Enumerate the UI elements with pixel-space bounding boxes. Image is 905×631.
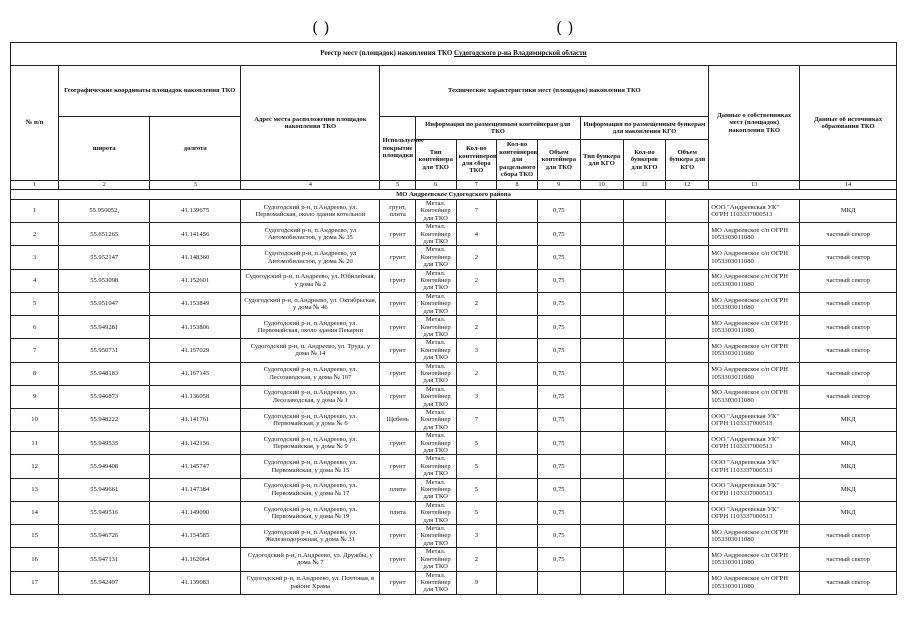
cell-container-count: 7 <box>456 408 497 431</box>
cell-container-volume: 0,75 <box>537 478 580 501</box>
cell-address: Судогодский р-н, п.Андреево, ул. Первомайская, у дома № 9 <box>241 432 380 455</box>
registry-sheet <box>10 42 897 595</box>
cell-lon: 41.145747 <box>150 455 241 478</box>
cell-bunker-count <box>623 432 666 455</box>
cell-container-count: 2 <box>456 548 497 571</box>
cell-source: частный сектор <box>800 385 897 408</box>
cell-lat: 55.951047 <box>59 292 150 315</box>
cell-container-separate <box>497 525 538 548</box>
cell-lon: 41.154585 <box>150 525 241 548</box>
cell-bunker-count <box>623 571 666 594</box>
cell-container-separate <box>497 339 538 362</box>
cell-owner: ООО "Андреевская УК" ОГРН 1103337000513 <box>709 501 800 524</box>
cell-container-separate <box>497 385 538 408</box>
cell-container-separate <box>497 501 538 524</box>
column-number: 2 <box>59 181 150 190</box>
header-tech: Технические характеристики мест (площадок) накопления ТКО <box>380 66 709 117</box>
cell-container-separate <box>497 246 538 269</box>
cell-lon: 41.139083 <box>150 571 241 594</box>
cell-surface: грунт <box>380 432 415 455</box>
cell-container-count: 3 <box>456 385 497 408</box>
cell-container-count: 2 <box>456 316 497 339</box>
header-lon: долгота <box>150 117 241 181</box>
cell-bunker-count <box>623 525 666 548</box>
cell-container-separate <box>497 455 538 478</box>
cell-source: частный сектор <box>800 571 897 594</box>
header-b-count: Кол-во бункеров для КГО <box>623 140 666 181</box>
cell-bunker-count <box>623 246 666 269</box>
cell-owner: МО Андреевское с/п ОГРН 1053303011080 <box>709 223 800 246</box>
cell-source: частный сектор <box>800 292 897 315</box>
cell-source: частный сектор <box>800 246 897 269</box>
cell-container-count: 4 <box>456 223 497 246</box>
cell-container-volume: 0,75 <box>537 269 580 292</box>
cell-container-type: Метал. Контейнер для ТКО <box>415 200 456 223</box>
table-row <box>11 316 897 339</box>
cell-container-volume: 0,75 <box>537 246 580 269</box>
cell-bunker-count <box>623 316 666 339</box>
cell-surface: Щебень <box>380 408 415 431</box>
cell-bunker-count <box>623 362 666 385</box>
cell-container-separate <box>497 200 538 223</box>
column-number: 5 <box>380 181 415 190</box>
cell-bunker-type <box>580 525 623 548</box>
cell-bunker-count <box>623 223 666 246</box>
cell-address: Судогодский р-н, п.Андреево, ул. Первомайская, около здания Пекарни <box>241 316 380 339</box>
cell-source: частный сектор <box>800 339 897 362</box>
table-row <box>11 525 897 548</box>
cell-bunker-type <box>580 269 623 292</box>
cell-container-count: 9 <box>456 571 497 594</box>
table-row <box>11 571 897 594</box>
cell-lon: 41.148360 <box>150 246 241 269</box>
cell-num: 15 <box>11 525 59 548</box>
cell-bunker-count <box>623 269 666 292</box>
cell-container-type: Метал. Контейнер для ТКО <box>415 269 456 292</box>
cell-bunker-type <box>580 571 623 594</box>
cell-num: 5 <box>11 292 59 315</box>
cell-source: МКД <box>800 501 897 524</box>
cell-bunker-count <box>623 200 666 223</box>
cell-container-separate <box>497 432 538 455</box>
column-number: 10 <box>580 181 623 190</box>
cell-owner: МО Андреевское с/п ОГРН 1053303011080 <box>709 339 800 362</box>
cell-address: Судогодский р-н, п.Андреево, ул. Первомайская, у дома № 17 <box>241 478 380 501</box>
cell-container-type: Метал. Контейнер для ТКО <box>415 408 456 431</box>
cell-container-count: 5 <box>456 478 497 501</box>
cell-source: МКД <box>800 432 897 455</box>
cell-num: 1 <box>11 200 59 223</box>
cell-container-volume <box>537 571 580 594</box>
cell-container-type: Метал. Контейнер для ТКО <box>415 455 456 478</box>
cell-lat: 55.946873 <box>59 385 150 408</box>
table-row <box>11 292 897 315</box>
cell-container-separate <box>497 362 538 385</box>
column-number: 3 <box>150 181 241 190</box>
cell-bunker-count <box>623 292 666 315</box>
cell-bunker-count <box>623 548 666 571</box>
cell-source: частный сектор <box>800 223 897 246</box>
cell-surface: грунт <box>380 362 415 385</box>
cell-container-volume: 0,75 <box>537 223 580 246</box>
cell-bunker-volume <box>666 339 709 362</box>
column-number: 11 <box>623 181 666 190</box>
table-row <box>11 501 897 524</box>
cell-bunker-volume <box>666 316 709 339</box>
cell-owner: МО Андреевское с/п ОГРН 1053303011080 <box>709 292 800 315</box>
cell-bunker-volume <box>666 548 709 571</box>
header-geo: Географические координаты площадок накопления ТКО <box>59 66 241 117</box>
cell-surface: грунт <box>380 455 415 478</box>
header-containers: Информация по размещенным контейнерам для ТКО <box>415 117 580 140</box>
cell-container-separate <box>497 316 538 339</box>
cell-num: 8 <box>11 362 59 385</box>
cell-surface: грунт <box>380 223 415 246</box>
cell-lat: 55.949661 <box>59 478 150 501</box>
column-number: 8 <box>497 181 538 190</box>
cell-container-type: Метал. Контейнер для ТКО <box>415 385 456 408</box>
cell-source: МКД <box>800 455 897 478</box>
cell-address: Судогодский р-н, п. Андреево, ул. Труда, у дома № 14 <box>241 339 380 362</box>
cell-bunker-count <box>623 339 666 362</box>
cell-container-count: 3 <box>456 339 497 362</box>
table-row <box>11 200 897 223</box>
cell-container-count: 5 <box>456 432 497 455</box>
cell-address: Судогодский р-н, п.Андреево, ул. Лесозаводская, у дома № 1 <box>241 385 380 408</box>
cell-container-volume: 0,75 <box>537 316 580 339</box>
cell-bunker-type <box>580 548 623 571</box>
table-row <box>11 339 897 362</box>
cell-bunker-count <box>623 455 666 478</box>
cell-bunker-volume <box>666 200 709 223</box>
cell-address: Судогодский р-н, п.Андреево, ул. Железнодорожная, у дома № 31 <box>241 525 380 548</box>
header-b-type: Тип бункера для КГО <box>580 140 623 181</box>
cell-container-volume: 0,75 <box>537 200 580 223</box>
cell-owner: ООО "Андреевская УК" ОГРН 1103337000513 <box>709 432 800 455</box>
cell-container-count: 2 <box>456 362 497 385</box>
cell-source: частный сектор <box>800 316 897 339</box>
column-number: 12 <box>666 181 709 190</box>
cell-bunker-volume <box>666 292 709 315</box>
cell-lon: 41.142156 <box>150 432 241 455</box>
cell-container-count: 2 <box>456 246 497 269</box>
cell-container-separate <box>497 223 538 246</box>
cell-container-separate <box>497 548 538 571</box>
cell-lon: 41.153806 <box>150 316 241 339</box>
cell-container-volume: 0,75 <box>537 385 580 408</box>
cell-bunker-volume <box>666 269 709 292</box>
header-surface: Используемое покрытие площадки <box>380 117 415 181</box>
cell-source: МКД <box>800 478 897 501</box>
table-row <box>11 455 897 478</box>
header-c-count: Кол-во контейнеров для сбора ТКО <box>456 140 497 181</box>
cell-container-type: Метал. Контейнер для ТКО <box>415 339 456 362</box>
cell-bunker-type <box>580 385 623 408</box>
cell-container-count: 3 <box>456 525 497 548</box>
cell-lon: 41.162064 <box>150 548 241 571</box>
table-row <box>11 385 897 408</box>
cell-source: частный сектор <box>800 525 897 548</box>
cell-container-separate <box>497 292 538 315</box>
cell-bunker-volume <box>666 223 709 246</box>
cell-lat: 55.942497 <box>59 571 150 594</box>
cell-lon: 41.157029 <box>150 339 241 362</box>
cell-source: МКД <box>800 408 897 431</box>
cell-lon: 41.136058 <box>150 385 241 408</box>
cell-container-type: Метал. Контейнер для ТКО <box>415 525 456 548</box>
table-row <box>11 223 897 246</box>
cell-bunker-volume <box>666 571 709 594</box>
cell-container-separate <box>497 269 538 292</box>
cell-address: Судогодский р-н, п.Андреево, ул Автомобилистов, у дома № 35 <box>241 223 380 246</box>
cell-address: Судогодский р-н, п.Андреево, ул. Дружбы, у дома № 7 <box>241 548 380 571</box>
cell-lat: 55.950731 <box>59 339 150 362</box>
cell-container-volume: 0,75 <box>537 432 580 455</box>
cell-lat: 55.651265 <box>59 223 150 246</box>
top-mark-right: ( ) <box>556 18 574 37</box>
cell-bunker-type <box>580 501 623 524</box>
cell-num: 7 <box>11 339 59 362</box>
cell-num: 16 <box>11 548 59 571</box>
cell-bunker-count <box>623 478 666 501</box>
cell-bunker-type <box>580 339 623 362</box>
cell-owner: МО Андреевское с/п ОГРН 1053303011080 <box>709 525 800 548</box>
cell-owner: МО Андреевское с/п ОГРН 1053303011080 <box>709 548 800 571</box>
cell-lon: 41.147384 <box>150 478 241 501</box>
cell-bunker-volume <box>666 246 709 269</box>
cell-surface: грунт, плита <box>380 200 415 223</box>
cell-address: Судогодский р-н, п.Андреево, ул. Первомайская, у дома № 19 <box>241 501 380 524</box>
cell-bunker-count <box>623 501 666 524</box>
cell-surface: грунт <box>380 269 415 292</box>
cell-surface: грунт <box>380 292 415 315</box>
cell-address: Судогодский р-н, п.Андреево, ул. Первомайская, у дома № 6 <box>241 408 380 431</box>
cell-address: Судогодский р-н, п.Андреево, ул. Почтовая, в районе Храма <box>241 571 380 594</box>
cell-lat: 55.948183 <box>59 362 150 385</box>
cell-lon: 41.141761 <box>150 408 241 431</box>
column-number: 6 <box>415 181 456 190</box>
cell-lat: 55.949535 <box>59 432 150 455</box>
cell-bunker-volume <box>666 501 709 524</box>
cell-bunker-type <box>580 362 623 385</box>
cell-num: 13 <box>11 478 59 501</box>
cell-bunker-type <box>580 316 623 339</box>
cell-container-count: 7 <box>456 200 497 223</box>
section-title: МО Андреевское Судогодского района <box>11 190 897 200</box>
cell-lat: 55.949281 <box>59 316 150 339</box>
cell-container-type: Метал. Контейнер для ТКО <box>415 501 456 524</box>
cell-lon: 41.141456 <box>150 223 241 246</box>
section-row <box>11 190 897 200</box>
cell-bunker-volume <box>666 432 709 455</box>
cell-surface: грунт <box>380 525 415 548</box>
cell-container-type: Метал. Контейнер для ТКО <box>415 478 456 501</box>
cell-bunker-volume <box>666 455 709 478</box>
cell-container-separate <box>497 571 538 594</box>
cell-surface: грунт <box>380 316 415 339</box>
cell-bunker-count <box>623 385 666 408</box>
cell-bunker-type <box>580 292 623 315</box>
cell-num: 9 <box>11 385 59 408</box>
header-owners: Данные о собственниках мест (площадок) накопления ТКО <box>709 66 800 181</box>
cell-lon: 41.149090 <box>150 501 241 524</box>
table-row <box>11 548 897 571</box>
cell-lat: 55.949408 <box>59 455 150 478</box>
header-row-1 <box>11 66 897 117</box>
cell-container-volume: 0,75 <box>537 455 580 478</box>
cell-address: Судогодский р-н, п.Андреево, ул. Первомайская, у дома № 15 <box>241 455 380 478</box>
cell-container-count: 5 <box>456 501 497 524</box>
cell-lat: 55.953098 <box>59 269 150 292</box>
cell-lat: 55.950052, <box>59 200 150 223</box>
cell-lon: 41.153849 <box>150 292 241 315</box>
cell-bunker-volume <box>666 525 709 548</box>
cell-bunker-count <box>623 408 666 431</box>
column-number: 7 <box>456 181 497 190</box>
table-title-row <box>11 43 897 66</box>
cell-container-separate <box>497 478 538 501</box>
cell-container-volume: 0,75 <box>537 408 580 431</box>
cell-container-type: Метал. Контейнер для ТКО <box>415 548 456 571</box>
table-row <box>11 246 897 269</box>
cell-container-type: Метал. Контейнер для ТКО <box>415 571 456 594</box>
cell-num: 17 <box>11 571 59 594</box>
cell-bunker-type <box>580 432 623 455</box>
cell-container-type: Метал. Контейнер для ТКО <box>415 223 456 246</box>
cell-address: Судогодский р-н, п.Андреево, ул. Первомайская, около здания котельной <box>241 200 380 223</box>
cell-owner: МО Андреевское с/п ОГРН 1053303011080 <box>709 385 800 408</box>
cell-bunker-type <box>580 478 623 501</box>
table-title <box>11 43 897 66</box>
cell-num: 4 <box>11 269 59 292</box>
table-row <box>11 269 897 292</box>
cell-address: Судогодский р-н, п.Андреево, ул. Лесозаводская, у дома № 107 <box>241 362 380 385</box>
cell-lat: 55.948222 <box>59 408 150 431</box>
cell-surface: плита <box>380 478 415 501</box>
header-sources: Данные об источниках образования ТКО <box>800 66 897 181</box>
cell-owner: МО Андреевское с/п ОГРН 1053303011080 <box>709 246 800 269</box>
cell-source: частный сектор <box>800 269 897 292</box>
cell-owner: МО Андреевское с/п ОГРН 1053303011080 <box>709 316 800 339</box>
cell-container-volume: 0,75 <box>537 548 580 571</box>
header-c-vol: Объем контейнера для ТКО <box>537 140 580 181</box>
header-b-vol: Объем бункера для КГО <box>666 140 709 181</box>
cell-container-separate <box>497 408 538 431</box>
cell-num: 12 <box>11 455 59 478</box>
header-address: Адрес места расположения площадок накопления ТКО <box>241 66 380 181</box>
cell-num: 6 <box>11 316 59 339</box>
cell-lon: 41.152601 <box>150 269 241 292</box>
title-prefix: Реестр мест (площадок) накопления ТКО <box>320 49 455 58</box>
cell-container-type: Метал. Контейнер для ТКО <box>415 292 456 315</box>
column-number: 13 <box>709 181 800 190</box>
cell-container-volume: 0,75 <box>537 362 580 385</box>
cell-bunker-volume <box>666 385 709 408</box>
cell-num: 2 <box>11 223 59 246</box>
header-c-type: Тип контейнера для ТКО <box>415 140 456 181</box>
cell-bunker-volume <box>666 362 709 385</box>
cell-address: Судогодский р-н, п.Андреево, ул. Октябрьская, у дома № 46 <box>241 292 380 315</box>
cell-surface: плита <box>380 501 415 524</box>
cell-owner: ООО "Андреевская УК" ОГРН 1103337000513 <box>709 200 800 223</box>
cell-lat: 55.946726 <box>59 525 150 548</box>
header-lat: широта <box>59 117 150 181</box>
cell-container-volume: 0,75 <box>537 501 580 524</box>
title-underlined: Судогодского р-на Владимирской области <box>454 49 587 58</box>
cell-surface: грунт <box>380 571 415 594</box>
cell-bunker-type <box>580 408 623 431</box>
cell-num: 10 <box>11 408 59 431</box>
cell-bunker-volume <box>666 478 709 501</box>
cell-bunker-type <box>580 223 623 246</box>
cell-owner: МО Андреевское с/п ОГРН 1053303011080 <box>709 362 800 385</box>
cell-bunker-type <box>580 455 623 478</box>
cell-source: частный сектор <box>800 548 897 571</box>
cell-owner: ООО "Андреевская УК" ОГРН 1103337000513 <box>709 478 800 501</box>
column-number: 4 <box>241 181 380 190</box>
cell-container-count: 2 <box>456 269 497 292</box>
column-number-row <box>11 181 897 190</box>
cell-address: Судогодский р-н, п.Андреево, ул Автомобилистов, у дома № 20 <box>241 246 380 269</box>
cell-surface: грунт <box>380 339 415 362</box>
column-number: 9 <box>537 181 580 190</box>
cell-lon: 41.139675 <box>150 200 241 223</box>
cell-bunker-type <box>580 200 623 223</box>
table-row <box>11 362 897 385</box>
table-row <box>11 478 897 501</box>
cell-container-volume: 0,75 <box>537 339 580 362</box>
column-number: 1 <box>11 181 59 190</box>
cell-container-type: Метал. Контейнер для ТКО <box>415 316 456 339</box>
cell-num: 14 <box>11 501 59 524</box>
cell-owner: МО Андреевское с/п ОГРН 1053303011080 <box>709 571 800 594</box>
cell-container-type: Метал. Контейнер для ТКО <box>415 432 456 455</box>
column-number: 14 <box>800 181 897 190</box>
cell-container-count: 2 <box>456 292 497 315</box>
cell-container-volume: 0,75 <box>537 525 580 548</box>
table-row <box>11 432 897 455</box>
cell-source: частный сектор <box>800 362 897 385</box>
cell-lat: 55.949516 <box>59 501 150 524</box>
top-mark-left: ( ) <box>312 18 330 37</box>
cell-lat: 55.947131 <box>59 548 150 571</box>
cell-container-volume: 0,75 <box>537 292 580 315</box>
cell-owner: ООО "Андреевская УК" ОГРН 1103337000513 <box>709 408 800 431</box>
table-row <box>11 408 897 431</box>
cell-address: Судогодский р-н, п.Андреево, ул. Юбилейная, у дома № 2 <box>241 269 380 292</box>
cell-num: 11 <box>11 432 59 455</box>
cell-container-type: Метал. Контейнер для ТКО <box>415 246 456 269</box>
registry-table <box>10 42 897 595</box>
cell-num: 3 <box>11 246 59 269</box>
cell-surface: грунт <box>380 246 415 269</box>
header-c-sep: Кол-во контейнеров для раздельного сбора ТКО <box>497 140 538 181</box>
cell-bunker-type <box>580 246 623 269</box>
cell-container-count: 5 <box>456 455 497 478</box>
header-num: № п/п <box>11 66 59 181</box>
cell-owner: ООО "Андреевская УК" ОГРН 1103337000513 <box>709 455 800 478</box>
cell-surface: грунт <box>380 548 415 571</box>
cell-lat: 55.952147 <box>59 246 150 269</box>
cell-container-type: Метал. Контейнер для ТКО <box>415 362 456 385</box>
header-bunkers: Информация по размещенным бункерам для накопления КГО <box>580 117 708 140</box>
cell-surface: грунт <box>380 385 415 408</box>
cell-bunker-volume <box>666 408 709 431</box>
cell-owner: МО Андреевское с/п ОГРН 1053303011080 <box>709 269 800 292</box>
cell-source: МКД <box>800 200 897 223</box>
cell-lon: 41.167145 <box>150 362 241 385</box>
